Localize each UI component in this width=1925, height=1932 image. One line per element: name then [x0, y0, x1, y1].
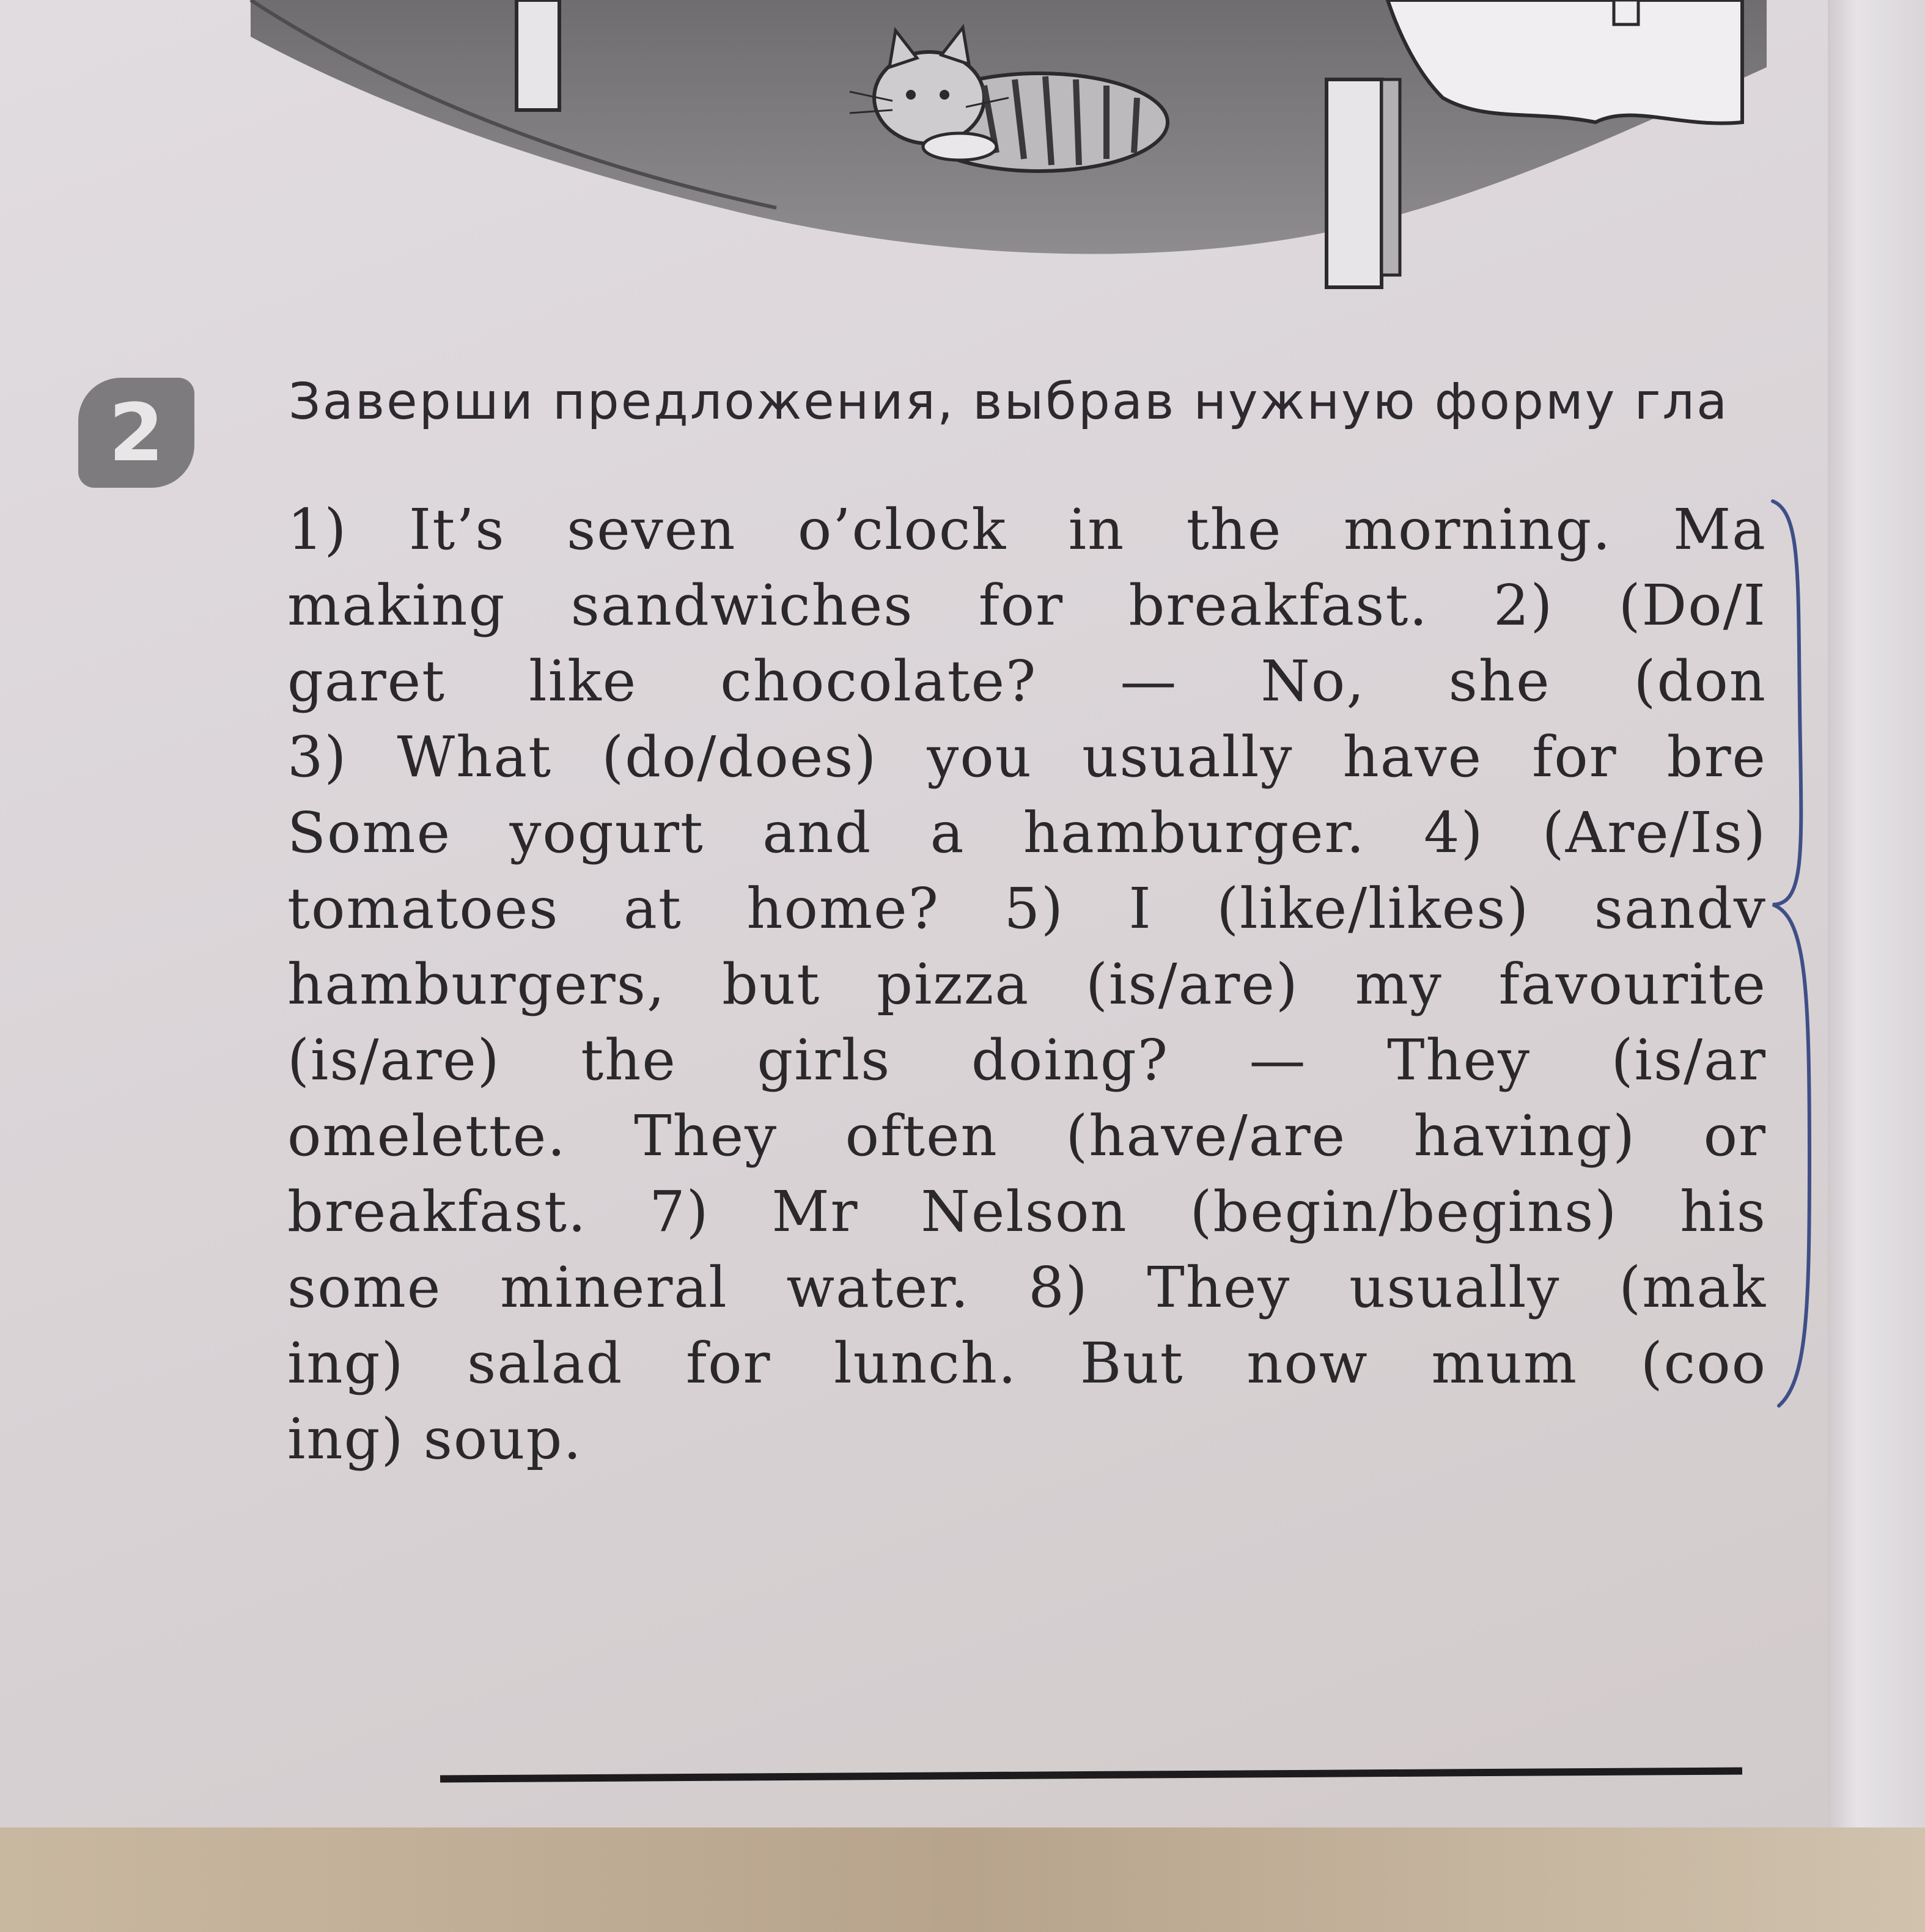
exercise-line: making sandwiches for breakfast. 2) (Do/I — [287, 573, 1767, 638]
exercise-line: Some yogurt and a hamburger. 4) (Are/Is) — [287, 800, 1767, 865]
task-instruction: Заверши предложения, выбрав нужную форму гла — [289, 373, 1729, 431]
table-surface — [0, 1821, 1925, 1932]
task-number: 2 — [108, 386, 164, 479]
table-leg-left — [517, 0, 559, 110]
table-leg-right — [1327, 79, 1382, 287]
exercise-text — [287, 492, 1767, 1477]
pen-curly-bracket — [1761, 489, 1834, 1424]
exercise-line: breakfast. 7) Mr Nelson (begin/begins) his — [287, 1179, 1767, 1244]
exercise-line: (is/are) the girls doing? — They (is/ar — [287, 1027, 1767, 1093]
exercise-line: garet like chocolate? — No, she (don — [287, 648, 1767, 714]
exercise-line: hamburgers, but pizza (is/are) my favourite — [287, 952, 1767, 1017]
exercise-line: omelette. They often (have/are having) or — [287, 1103, 1767, 1169]
exercise-line: 1) It’s seven o’clock in the morning. Ma — [287, 497, 1767, 562]
page-edge — [1828, 0, 1925, 1827]
exercise-line: ing) soup. — [287, 1406, 583, 1472]
exercise-line: tomatoes at home? 5) I (like/likes) sandv — [287, 876, 1767, 941]
table-with-cat-illustration — [226, 0, 1767, 293]
task-number-badge — [78, 378, 194, 488]
exercise-line: some mineral water. 8) They usually (mak — [287, 1255, 1767, 1320]
exercise-line: ing) salad for lunch. But now mum (coo — [287, 1331, 1767, 1396]
exercise-line: 3) What (do/does) you usually have for bre — [287, 724, 1767, 790]
